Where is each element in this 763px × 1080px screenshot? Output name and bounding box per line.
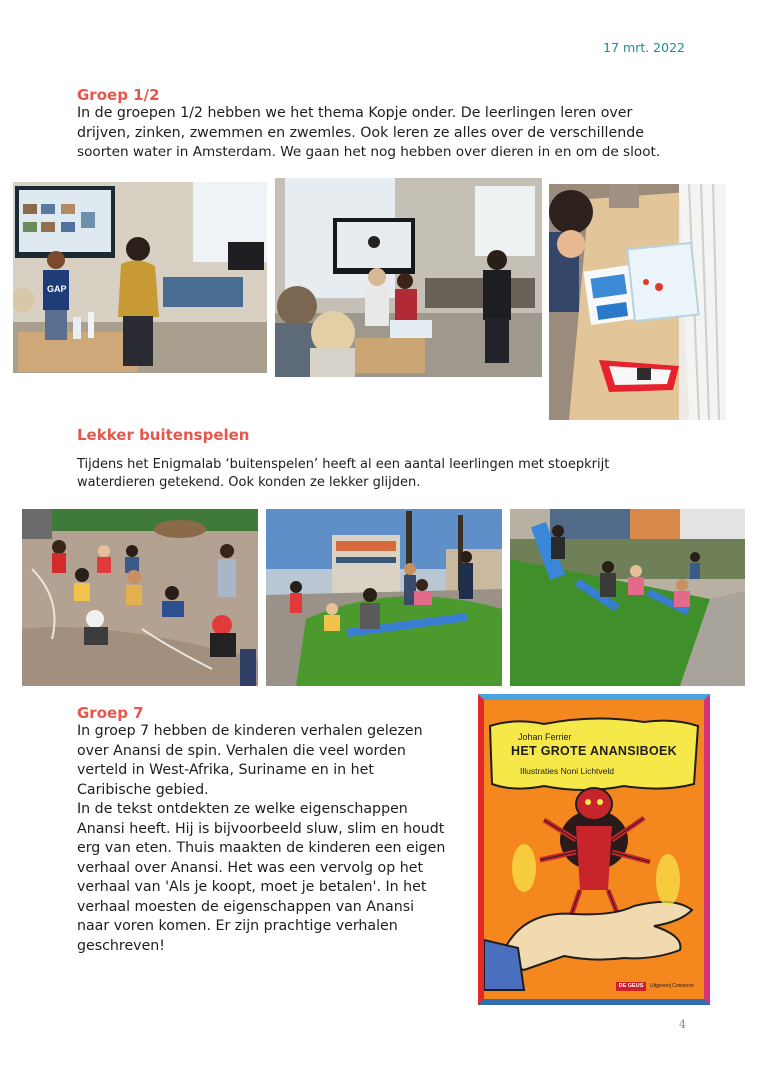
section-title-groep12: Groep 1/2 bbox=[77, 86, 160, 104]
page-date: 17 mrt. 2022 bbox=[603, 40, 685, 55]
photo-slides-green bbox=[510, 509, 745, 686]
svg-text:GAP: GAP bbox=[47, 284, 67, 294]
text-line: erg van eten. Thuis maakten de kinderen een eigen bbox=[77, 840, 446, 856]
section-text-groep7 bbox=[77, 722, 445, 956]
text-line: Caribische gebied. bbox=[77, 781, 209, 798]
book-illustrator: Illustraties Noni Lichtveld bbox=[520, 766, 615, 776]
text-line: verhaal moesten de eigenschappen van Anansi bbox=[77, 898, 415, 915]
text-line: soorten water in Amsterdam. We gaan het nog hebben over dieren in en om de sloot. bbox=[77, 144, 661, 160]
book-author: Johan Ferrier bbox=[518, 732, 572, 742]
text-line: geschreven! bbox=[77, 937, 165, 954]
text-line: In groep 7 hebben de kinderen verhalen gelezen bbox=[77, 723, 423, 739]
text-line: waterdieren getekend. Ook konden ze lekker glijden. bbox=[77, 475, 421, 490]
photo-chalk-drawing-image bbox=[22, 509, 258, 686]
text-line: In de tekst ontdekten ze welke eigenschappen bbox=[77, 801, 408, 817]
text-line: verhaal over Anansi. Het was een vervolg op het bbox=[77, 859, 424, 876]
text-line: naar voren komen. Er zijn prachtige verhalen bbox=[77, 918, 398, 934]
text-line: Tijdens het Enigmalab ‘buitenspelen’ heeft al een aantal leerlingen met stoepkrijt bbox=[77, 457, 610, 472]
photo-grass-hill bbox=[266, 509, 502, 686]
photo-classroom-wide-image bbox=[275, 178, 542, 377]
photo-classroom-screen bbox=[13, 182, 267, 373]
section-text-groep12 bbox=[77, 104, 660, 163]
text-line: Anansi heeft. Hij is bijvoorbeeld sluw, slim en houdt bbox=[77, 820, 445, 837]
section-title-buitenspelen: Lekker buitenspelen bbox=[77, 426, 250, 444]
photo-desk-boat bbox=[549, 184, 726, 420]
text-line: In de groepen 1/2 hebben we het thema Kopje onder. De leerlingen leren over bbox=[77, 105, 633, 121]
book-publisher-logo: DE GEUS bbox=[618, 983, 644, 989]
photo-classroom-wide bbox=[275, 178, 542, 377]
section-text-buitenspelen bbox=[77, 456, 609, 492]
section-title-groep7: Groep 7 bbox=[77, 704, 144, 722]
book-title: HET GROTE ANANSIBOEK bbox=[511, 744, 677, 758]
photo-classroom-screen-image bbox=[13, 182, 267, 373]
photo-grass-hill-image bbox=[266, 509, 502, 686]
text-line: verteld in West-Afrika, Suriname en in het bbox=[77, 762, 374, 778]
page-number: 4 bbox=[679, 1018, 686, 1031]
photo-desk-boat-image bbox=[549, 184, 726, 420]
book-publisher: Uitgeverij Conserve bbox=[650, 983, 694, 989]
text-line: verhaal van 'Als je koopt, moet je betalen'. In het bbox=[77, 879, 427, 895]
photo-chalk-drawing bbox=[22, 509, 258, 686]
photo-slides-green-image bbox=[510, 509, 745, 686]
text-line: drijven, zinken, zwemmen en zwemles. Ook leren ze alles over de verschillende bbox=[77, 124, 644, 141]
book-cover bbox=[478, 694, 710, 1005]
text-line: over Anansi de spin. Verhalen die veel worden bbox=[77, 742, 406, 759]
